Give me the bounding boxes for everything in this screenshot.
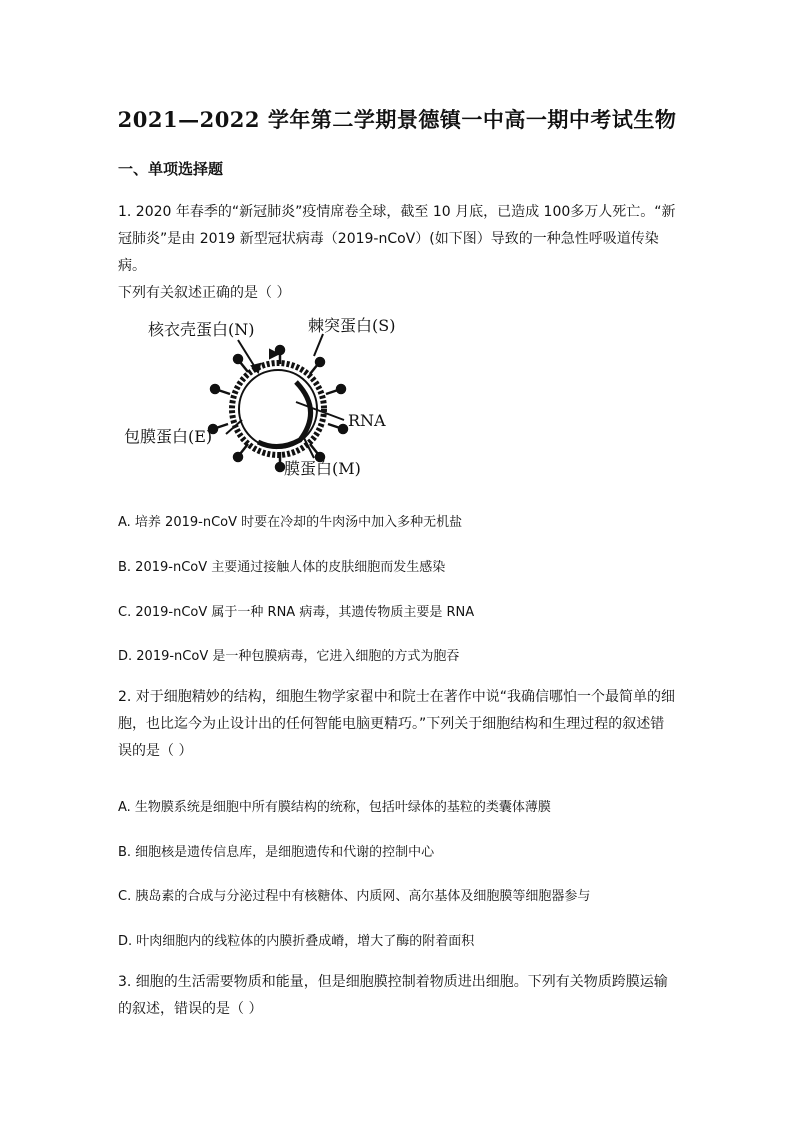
- label-n-protein: 核衣壳蛋白(N): [148, 320, 255, 339]
- page-title: 2021—2022 学年第二学期景德镇一中高一期中考试生物: [117, 107, 677, 132]
- question-line: 的叙述，错误的是（ ）: [118, 1001, 263, 1017]
- question-2-option-a: A. 生物膜系统是细胞中所有膜结构的统称，包括叶绿体的基粒的类囊体薄膜: [118, 800, 551, 815]
- question-1-option-c: C. 2019-nCoV 属于一种 RNA 病毒，其遗传物质主要是 RNA: [118, 605, 475, 620]
- question-1-stem: [118, 199, 684, 307]
- question-1-option-a: A. 培养 2019-nCoV 时要在冷却的牛肉汤中加入多种无机盐: [118, 515, 463, 530]
- question-3-stem: [118, 969, 684, 1023]
- question-line: 1. 2020 年春季的“新冠肺炎”疫情席卷全球，截至 10 月底，已造成 100多万人死亡。“新: [118, 204, 676, 220]
- question-2-stem: [118, 684, 684, 765]
- question-1-option-d: D. 2019-nCoV 是一种包膜病毒，它进入细胞的方式为胞吞: [118, 649, 460, 664]
- question-line: 胞，也比迄今为止设计出的任何智能电脑更精巧。”下列关于细胞结构和生理过程的叙述错: [118, 716, 665, 732]
- question-2-option-c: C. 胰岛素的合成与分泌过程中有核糖体、内质网、高尔基体及细胞膜等细胞器参与: [118, 889, 591, 904]
- coronavirus-diagram: [118, 312, 418, 492]
- question-line: 冠肺炎”是由 2019 新型冠状病毒（2019-nCoV）(如下图）导致的一种急性呼吸道传染病。: [118, 231, 659, 274]
- question-2-option-b: B. 细胞核是遗传信息库，是细胞遗传和代谢的控制中心: [118, 845, 435, 860]
- question-2-option-d: D. 叶肉细胞内的线粒体的内膜折叠成嵴，增大了酶的附着面积: [118, 934, 475, 949]
- label-m-protein: 膜蛋白(M): [284, 459, 361, 478]
- label-e-protein: 包膜蛋白(E): [124, 427, 213, 446]
- question-line: 误的是（ ）: [118, 743, 193, 759]
- label-rna: RNA: [348, 411, 386, 430]
- question-line: 3. 细胞的生活需要物质和能量，但是细胞膜控制着物质进出细胞。下列有关物质跨膜运输: [118, 974, 668, 990]
- section-heading: 一、单项选择题: [118, 160, 224, 178]
- question-1-option-b: B. 2019-nCoV 主要通过接触人体的皮肤细胞而发生感染: [118, 560, 446, 575]
- question-line: 2. 对于细胞精妙的结构，细胞生物学家翟中和院士在著作中说“我确信哪怕一个最简单的细: [118, 689, 676, 705]
- question-line: 下列有关叙述正确的是（ ）: [118, 285, 291, 301]
- label-s-protein: 棘突蛋白(S): [308, 316, 396, 335]
